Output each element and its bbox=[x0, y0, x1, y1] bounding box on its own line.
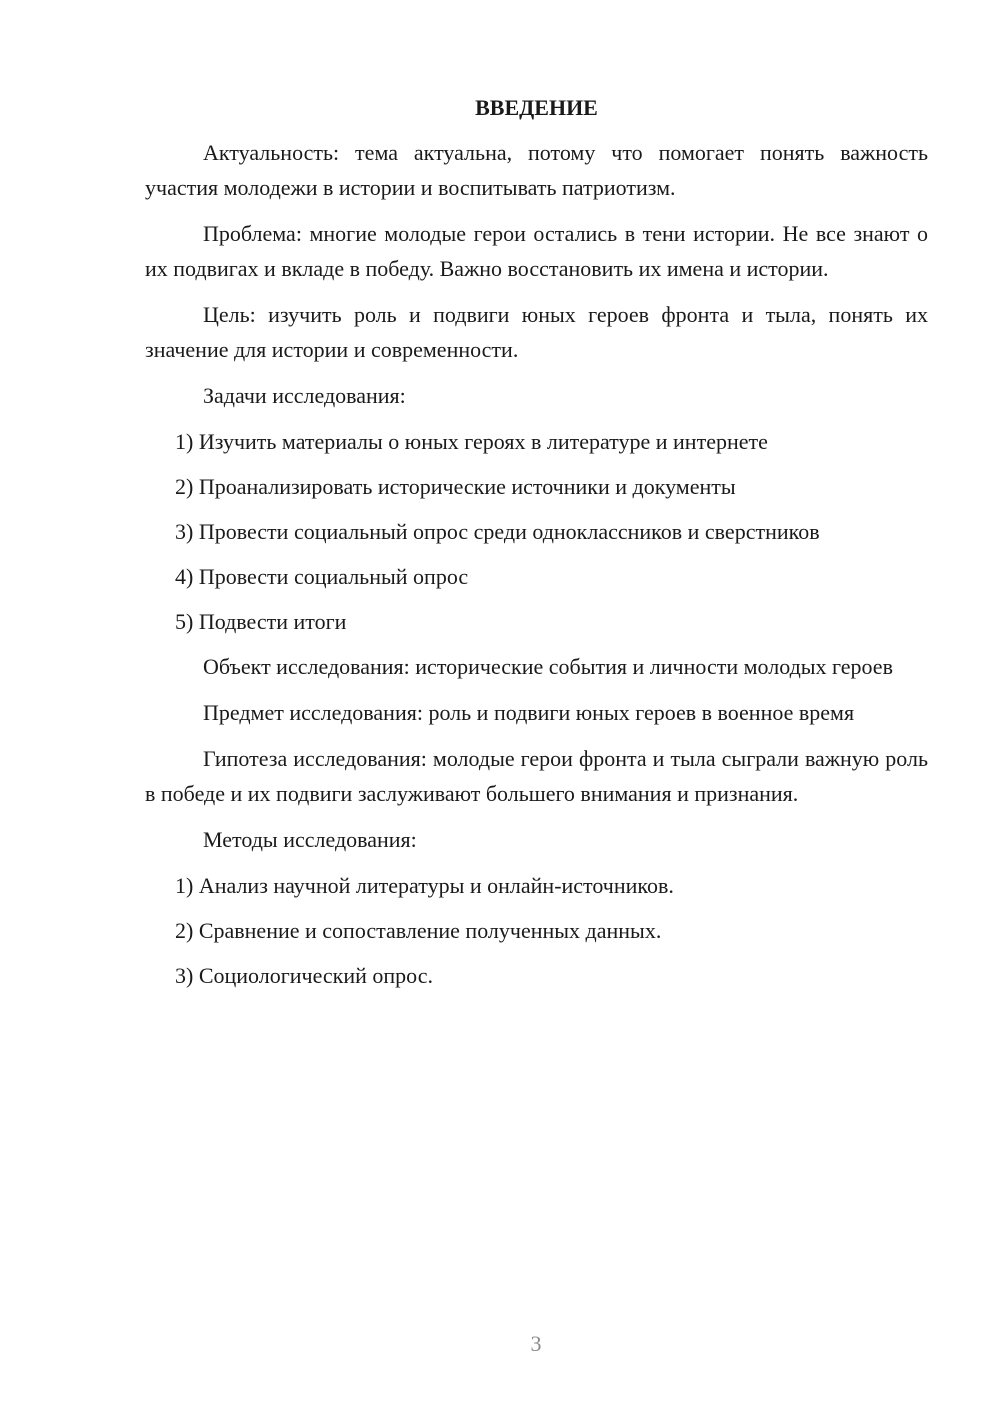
methods-title: Методы исследования: bbox=[203, 827, 417, 852]
task-item: 5) Подвести итоги bbox=[175, 609, 347, 634]
relevance-paragraph: Актуальность: тема актуальна, потому что помогает понять важность участия молодежи в истории и воспитывать патриотизм. bbox=[145, 140, 928, 200]
goal-paragraph: Цель: изучить роль и подвиги юных героев фронта и тыла, понять их значение для истории и современности. bbox=[145, 302, 928, 362]
task-item: 4) Провести социальный опрос bbox=[175, 564, 469, 589]
method-item: 2) Сравнение и сопоставление полученных данных. bbox=[175, 918, 662, 943]
problem-paragraph: Проблема: многие молодые герои остались в тени истории. Не все знают о их подвигах и вкладе в победу. Важно восстановить их имена и истории. bbox=[145, 221, 928, 281]
subject-paragraph: Предмет исследования: роль и подвиги юных героев в военное время bbox=[203, 700, 855, 725]
hypothesis-paragraph: Гипотеза исследования: молодые герои фронта и тыла сыграли важную роль в победе и их подвиги заслуживают большего внимания и признания. bbox=[145, 746, 928, 806]
task-item: 1) Изучить материалы о юных героях в литературе и интернете bbox=[175, 429, 768, 454]
page-number: 3 bbox=[530, 1331, 542, 1356]
object-paragraph: Объект исследования: исторические события и личности молодых героев bbox=[203, 654, 893, 679]
section-heading: ВВЕДЕНИЕ bbox=[475, 95, 598, 120]
task-item: 3) Провести социальный опрос среди одноклассников и сверстников bbox=[175, 519, 820, 544]
task-item: 2) Проанализировать исторические источники и документы bbox=[175, 474, 736, 499]
method-item: 3) Социологический опрос. bbox=[175, 963, 433, 988]
page-content bbox=[145, 90, 928, 1003]
method-item: 1) Анализ научной литературы и онлайн-источников. bbox=[175, 873, 674, 898]
tasks-title: Задачи исследования: bbox=[203, 383, 406, 408]
